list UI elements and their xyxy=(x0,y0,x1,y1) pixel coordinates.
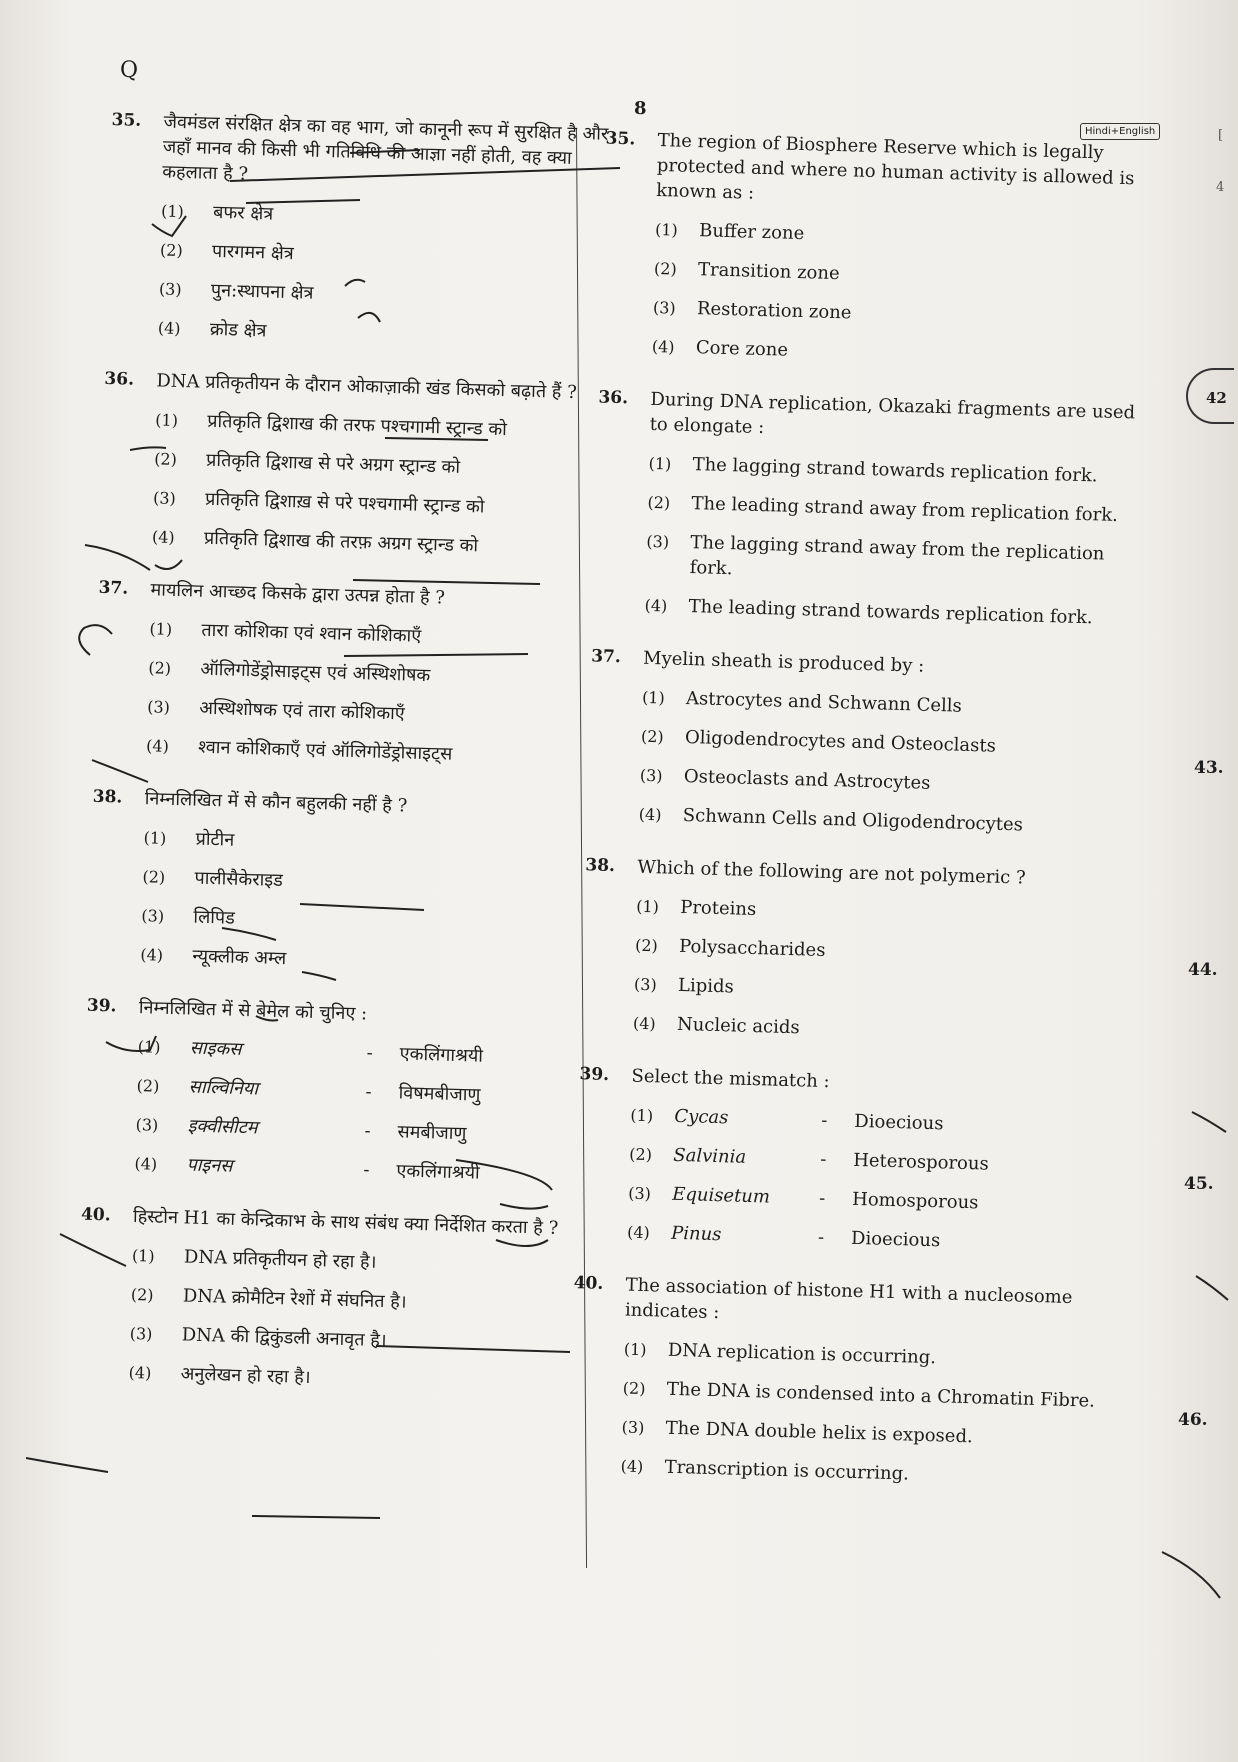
option-text: DNA क्रोमैटिन रेशों में संघनित है। xyxy=(182,1285,407,1313)
option-number: (1) xyxy=(143,828,167,848)
match-value: एकलिंगाश्रयी xyxy=(396,1160,480,1184)
match-term: साइकस xyxy=(189,1037,242,1060)
option-text: Buffer zone xyxy=(698,220,805,245)
match-dash: - xyxy=(363,1159,370,1181)
language-tag: Hindi+English xyxy=(1080,123,1160,140)
option-text: DNA की द्विकुंडली अनावृत है। xyxy=(181,1324,387,1352)
page-number: 8 xyxy=(634,98,647,119)
question-text: निम्नलिखित में से बेमेल को चुनिए : xyxy=(138,997,368,1025)
option-text: Osteoclasts and Astrocytes xyxy=(683,765,931,794)
pen-underline xyxy=(246,200,360,203)
option-number: (3) xyxy=(652,297,676,318)
pen-tick xyxy=(152,216,186,236)
option-text: DNA replication is occurring. xyxy=(667,1339,937,1369)
option-text: The leading strand away from replication fork. xyxy=(691,493,1119,526)
option-text: Lipids xyxy=(677,974,735,998)
option-number: (1) xyxy=(630,1105,654,1126)
option-number: (1) xyxy=(648,453,672,474)
pen-underline xyxy=(353,580,540,584)
option-number: (4) xyxy=(638,804,662,825)
question-text: The association of histone H1 with a nucleosome indicates : xyxy=(624,1274,1073,1324)
pen-underline xyxy=(300,904,424,910)
match-term: साल्विनिया xyxy=(188,1076,259,1100)
option-number: (2) xyxy=(629,1144,653,1165)
option-number: (3) xyxy=(158,279,182,300)
pen-underline xyxy=(252,1516,380,1518)
question-text: मायलिन आच्छद किसके द्वारा उत्पन्न होता है ? xyxy=(150,579,446,609)
pen-underline xyxy=(230,168,620,181)
match-value: Heterosporous xyxy=(852,1149,990,1175)
pen-stroke xyxy=(1192,1112,1226,1132)
option-number: (4) xyxy=(651,336,675,357)
match-value: Homosporous xyxy=(851,1188,979,1214)
option-number: (2) xyxy=(647,492,671,513)
option-number: (2) xyxy=(640,726,664,747)
set-code: Q xyxy=(120,58,139,83)
pen-stroke xyxy=(85,545,150,570)
option-text: प्रोटीन xyxy=(195,828,235,851)
match-value: एकलिंगाश्रयी xyxy=(399,1043,484,1067)
option-number: (3) xyxy=(646,531,670,552)
option-number: (4) xyxy=(632,1013,656,1034)
match-dash: - xyxy=(819,1148,827,1171)
option-number: (1) xyxy=(137,1037,161,1057)
option-text: The DNA is condensed into a Chromatin Fibre. xyxy=(666,1378,1096,1412)
question-number: 36. xyxy=(104,368,135,390)
question-number: 38. xyxy=(585,855,616,877)
option-text: बफर क्षेत्र xyxy=(212,201,274,225)
option-text: पुन:स्थापना क्षेत्र xyxy=(210,279,314,304)
question-number: 36. xyxy=(598,387,629,409)
option-number: (3) xyxy=(129,1323,153,1344)
option-text: श्वान कोशिकाएँ एवं ऑलिगोडेंड्रोसाइट्स xyxy=(197,736,453,765)
option-text: क्रोड क्षेत्र xyxy=(209,318,267,342)
option-text: अस्थिशोषक एवं तारा कोशिकाएँ xyxy=(198,697,406,725)
match-value: Dioecious xyxy=(854,1110,944,1135)
match-term: इक्वीसीटम xyxy=(187,1115,258,1139)
margin-question-42: 42 xyxy=(1186,368,1234,424)
edge-glyph: 4 xyxy=(1216,180,1225,195)
question-text: Select the mismatch : xyxy=(631,1065,830,1093)
option-text: DNA प्रतिकृतीयन हो रहा है। xyxy=(183,1246,377,1273)
edge-glyph: [ xyxy=(1218,128,1224,143)
option-number: (4) xyxy=(157,318,181,338)
pen-stroke xyxy=(256,1016,278,1021)
option-text: पालीसैकेराइड xyxy=(194,867,284,892)
option-number: (4) xyxy=(626,1222,651,1243)
pen-mark xyxy=(358,313,380,322)
question-number: 40. xyxy=(80,1204,111,1226)
option-text: The lagging strand away from the replication fork. xyxy=(689,532,1105,580)
option-number: (2) xyxy=(159,240,183,261)
option-number: (4) xyxy=(140,945,164,965)
pen-underline xyxy=(376,1346,570,1352)
option-number: (4) xyxy=(145,736,170,756)
pen-underline xyxy=(130,447,166,450)
question-text: निम्नलिखित में से कौन बहुलकी नहीं है ? xyxy=(144,788,408,817)
question-text: The region of Biosphere Reserve which is legally protected and where no human activity is allowed is known as : xyxy=(655,129,1135,204)
pen-underline xyxy=(344,654,528,656)
pen-circle-37 xyxy=(79,625,112,655)
option-text: Restoration zone xyxy=(696,298,852,324)
option-text: ऑलिगोडेंड्रोसाइट्स एवं अस्थिशोषक xyxy=(200,658,431,687)
option-number: (3) xyxy=(639,765,663,786)
option-text: न्यूक्लीक अम्ल xyxy=(192,945,287,970)
match-dash: - xyxy=(818,1187,826,1210)
match-term: Salvinia xyxy=(673,1144,747,1168)
pen-underline xyxy=(350,150,420,153)
option-number: (4) xyxy=(620,1456,644,1477)
option-number: (1) xyxy=(149,619,173,639)
question-number: 35. xyxy=(605,128,636,150)
pen-stroke xyxy=(500,1204,548,1209)
question-text: Myelin sheath is produced by : xyxy=(642,647,925,677)
match-dash: - xyxy=(366,1042,374,1064)
pen-stroke xyxy=(60,1234,126,1266)
option-number: (4) xyxy=(128,1362,152,1383)
option-text: तारा कोशिका एवं श्वान कोशिकाएँ xyxy=(201,619,422,647)
pen-stroke xyxy=(496,1240,548,1246)
option-number: (3) xyxy=(627,1183,652,1204)
pen-stroke xyxy=(302,972,336,980)
margin-question-46: 46. xyxy=(1178,1410,1208,1430)
margin-question-43: 43. xyxy=(1194,758,1224,778)
option-text: The DNA double helix is exposed. xyxy=(665,1417,973,1448)
option-text: प्रतिकृति द्विशाख़ से परे पश्चगामी स्ट्रान्ड को xyxy=(204,488,485,518)
option-text: Nucleic acids xyxy=(676,1013,800,1039)
option-text: पारगमन क्षेत्र xyxy=(211,240,295,265)
option-number: (3) xyxy=(141,906,165,926)
option-number: (1) xyxy=(641,687,666,708)
option-number: (1) xyxy=(155,410,179,430)
pen-stroke xyxy=(92,760,148,782)
match-term: Cycas xyxy=(674,1105,729,1129)
option-text: The lagging strand towards replication fork. xyxy=(692,454,1098,487)
option-number: (1) xyxy=(131,1246,155,1266)
pen-tick xyxy=(155,560,182,569)
match-value: विषमबीजाणु xyxy=(398,1082,481,1106)
margin-question-45: 45. xyxy=(1184,1174,1214,1194)
match-dash: - xyxy=(364,1120,371,1142)
match-term: Equisetum xyxy=(671,1183,771,1208)
pen-underline xyxy=(385,438,488,440)
option-text: लिपिड xyxy=(193,906,236,929)
option-text: Oligodendrocytes and Osteoclasts xyxy=(684,726,997,757)
question-text: हिस्टोन H1 का केन्द्रिकाभ के साथ संबंध क्या निर्देशित करता है ? xyxy=(132,1206,559,1239)
option-text: Schwann Cells and Oligodendrocytes xyxy=(682,804,1024,836)
question-text: DNA प्रतिकृतीयन के दौरान ओकाज़ाकी खंड किसको बढ़ाते हैं ? xyxy=(156,370,578,404)
option-number: (2) xyxy=(634,935,659,956)
option-text: Proteins xyxy=(679,896,757,921)
option-number: (2) xyxy=(622,1378,646,1399)
option-number: (4) xyxy=(151,527,175,547)
option-number: (2) xyxy=(153,449,178,469)
question-number: 35. xyxy=(111,109,142,131)
option-text: Polysaccharides xyxy=(678,935,826,961)
option-text: The leading strand towards replication fork. xyxy=(688,596,1093,629)
question-number: 37. xyxy=(590,646,622,668)
option-text: अनुलेखन हो रहा है। xyxy=(180,1363,311,1389)
option-number: (1) xyxy=(160,201,185,222)
option-number: (2) xyxy=(130,1284,154,1305)
option-number: (2) xyxy=(148,658,172,678)
option-text: प्रतिकृति द्विशाख से परे अग्रग स्ट्रान्ड को xyxy=(205,449,461,478)
option-number: (2) xyxy=(653,258,678,279)
question-text: Which of the following are not polymeric ? xyxy=(637,856,1026,889)
option-text: प्रतिकृति द्विशाख की तरफ़ अग्रग स्ट्रान्ड को xyxy=(203,527,479,557)
question-number: 39. xyxy=(86,995,117,1017)
option-text: Core zone xyxy=(695,337,789,361)
match-term: पाइनस xyxy=(186,1154,233,1177)
pen-tick xyxy=(106,1036,156,1051)
option-number: (1) xyxy=(654,219,679,240)
question-number: 38. xyxy=(92,786,123,808)
pen-mark xyxy=(345,280,365,286)
option-text: Transcription is occurring. xyxy=(664,1456,910,1485)
match-dash: - xyxy=(821,1109,828,1132)
option-number: (3) xyxy=(621,1417,645,1438)
option-text: Astrocytes and Schwann Cells xyxy=(685,688,963,717)
question-text: जैवमंडल संरक्षित क्षेत्र का वह भाग, जो कानूनी रूप में सुरक्षित है और जहाँ मानव की किसी भी गतिविधि की आज्ञा नहीं होती, वह क्या कहलाता है ? xyxy=(161,111,609,185)
question-number: 39. xyxy=(579,1064,610,1086)
option-number: (2) xyxy=(136,1076,160,1096)
pen-stroke xyxy=(1196,1276,1228,1300)
question-number: 37. xyxy=(98,577,129,599)
option-number: (2) xyxy=(142,867,166,887)
match-dash: - xyxy=(365,1081,372,1103)
option-number: (3) xyxy=(135,1115,159,1135)
pen-stroke xyxy=(26,1458,108,1472)
question-number: 40. xyxy=(573,1273,604,1294)
match-term: Pinus xyxy=(670,1222,722,1246)
option-text: Transition zone xyxy=(697,259,840,285)
option-number: (3) xyxy=(152,488,177,508)
pen-stroke xyxy=(222,928,276,940)
option-number: (3) xyxy=(633,974,658,995)
match-dash: - xyxy=(817,1226,825,1249)
question-text: During DNA replication, Okazaki fragments are used to elongate : xyxy=(649,388,1136,439)
match-value: Dioecious xyxy=(850,1227,941,1252)
match-value: समबीजाणु xyxy=(397,1121,467,1145)
option-number: (1) xyxy=(623,1339,647,1360)
pen-stroke xyxy=(1162,1552,1220,1598)
option-number: (4) xyxy=(644,595,668,616)
option-text: प्रतिकृति द्विशाख की तरफ पश्चगामी स्ट्रान्ड को xyxy=(206,410,508,441)
option-number: (3) xyxy=(147,697,171,717)
margin-question-44: 44. xyxy=(1188,960,1218,980)
option-number: (4) xyxy=(134,1154,158,1174)
option-number: (1) xyxy=(635,896,660,917)
pen-stroke xyxy=(456,1160,552,1190)
